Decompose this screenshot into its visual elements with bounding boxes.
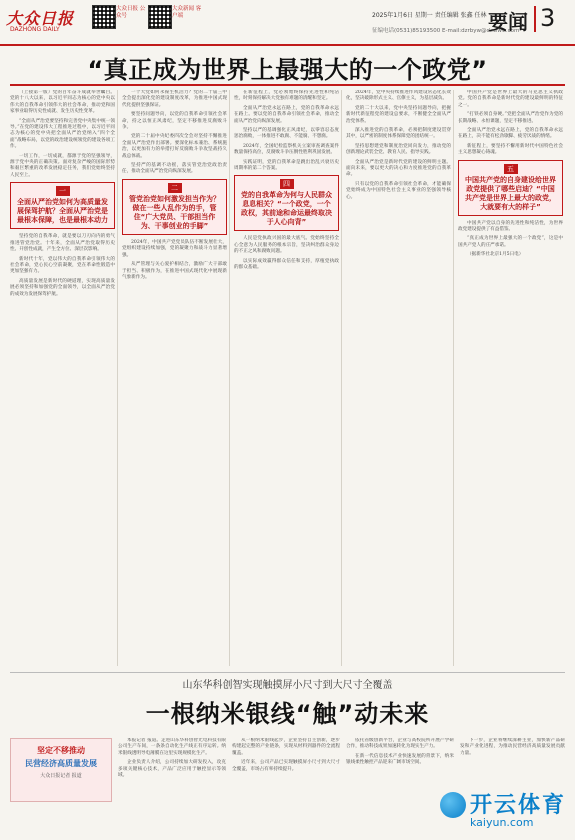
paragraph: 从一根纳米银线起步，企业坚持自主创新，逐步构建起完整的产业链条，实现从材料到器件的全流程覆盖。 <box>232 738 340 756</box>
paragraph: 以实际成效赢得群众信任和支持，厚植党执政的群众基础。 <box>234 258 339 271</box>
paragraph: 2024年，中国共产党党员队伍不断发展壮大，党组织建设持续加强，党的凝聚力和战斗力显著增强。 <box>122 239 227 258</box>
newspaper-logo-sub: DAZHONG DAILY <box>10 26 60 33</box>
paragraph: 中国共产党是世界上最大的马克思主义执政党。党的自我革命是新时代党的建设最鲜明的特征之一。 <box>458 90 563 108</box>
bottom-article-subtitle: 山东华科创智实现触摸屏小尺寸到大尺寸全覆盖 <box>182 680 393 691</box>
banner-byline: 大众日报记者 报道 <box>40 773 82 779</box>
newspaper-logo: 大众日报 <box>6 9 75 28</box>
paragraph: 在新一代信息技术产业快速发展的背景下，纳米银线柔性触控产品迎来广阔市场空间。 <box>346 753 454 766</box>
watermark-text: 开云体育 <box>470 793 567 818</box>
paragraph: 党的二十大以来，党中央坚持问题导向，把握新时代新征程党的建设总要求，不断健全全面从严治党体系。 <box>346 105 451 124</box>
section-title: 要闻 <box>488 10 528 34</box>
paragraph: “全面从严治党要坚持和完善党中央集中统一领导。”在党的建设伟大工程推进过程中，以习近平同志为核心的党中央把全面从严治党纳入“四个全面”战略布局，以党的政治建设统领党的建设各项工作。 <box>10 118 115 150</box>
globe-icon <box>440 792 466 818</box>
subheading-box <box>10 182 115 229</box>
paragraph: 只有以党的自我革命引领社会革命，才能确保党始终成为中国特色社会主义事业的坚强领导核心。 <box>346 181 451 200</box>
paragraph: 近年来，公司产品已实现触摸屏小尺寸到大尺寸全覆盖，市场占有率持续提升。 <box>232 760 340 772</box>
paragraph: 一个大党如何永葆生机活力？党的二十届三中全会提出深化党的建设制度改革，为推进中国式现代化提供坚强保证。 <box>122 90 227 108</box>
subheading-text: 管党治党如何激发担当作为？做在一些人乱作为的手，管住“广大党员、干部担当作为、干事创业的手脚” <box>129 194 220 230</box>
paragraph: （据新华社北京1月5日电） <box>467 252 524 258</box>
subheading-text: 党的自我革命为何与人民群众息息相关？“一个政党，一个政权，其前途和命运最终取决于人心向背” <box>241 191 332 227</box>
paragraph: 依托省级创新平台，企业与高校院所开展产学研合作，推动科技成果加速转化为现实生产力。 <box>346 738 454 750</box>
paragraph: 实践证明，党的自我革命是跳出治乱兴衰历史周期率的第二个答案。 <box>234 159 339 172</box>
subheading-number: 一 <box>56 186 70 196</box>
article-column-4 <box>346 90 451 666</box>
bottom-article-headline: 一根纳米银线“触”动未来 <box>145 700 430 728</box>
paragraph: 企业负责人介绍，公司持续加大研发投入，攻克多项关键核心技术，产品广泛应用于触控显示等领域。 <box>118 760 226 779</box>
paragraph: 党的二十届中央纪委四次全会对坚持不懈推进全面从严治党作出部署。要深化标本兼治、系统施治，以更加有力的举措打好反腐败斗争攻坚战持久战总体战。 <box>122 134 227 159</box>
issue-date-line: 2025年1月6日 星期一 责任编辑 张鑫 任林 <box>372 12 487 19</box>
paragraph: 新征程上，要坚持不懈用新时代中国特色社会主义思想凝心铸魂。 <box>458 143 563 156</box>
bottom-article-column-1 <box>118 738 226 836</box>
paragraph: 中国共产党以自身的先进性和纯洁性，为世界政党建设提供了有益借鉴。 <box>458 220 563 233</box>
paragraph: 全面从严治党永远在路上，党的自我革命永远在路上，决不能有松劲歇脚、疲劳厌战的情绪。 <box>458 128 563 140</box>
qr-code-icon <box>92 5 116 29</box>
column-banner <box>10 738 112 802</box>
watermark-url: kaiyun.com <box>470 816 534 829</box>
qr-code-icon <box>148 5 172 29</box>
subheading-number: 四 <box>280 179 294 189</box>
paragraph: 坚持严的基调不动摇，落实管党治党政治责任，推动全面从严治党向纵深发展。 <box>122 163 227 175</box>
paragraph: 坚持思想建党和制度治党同向发力，推动党的创新理论武装全党、教育人民、指导实践。 <box>346 143 451 156</box>
paragraph: 全面从严治党永远在路上，党的自我革命永远在路上。要以党的自我革命引领社会革命，推动全面从严治党向纵深发展。 <box>234 105 339 124</box>
paragraph: 人民是党执政兴国的最大底气。党始终坚持全心全意为人民服务的根本宗旨，坚决纠治群众身边的不正之风和腐败问题。 <box>234 236 339 255</box>
banner-line-1: 坚定不移推动 <box>37 746 85 755</box>
banner-line-2: 民营经济高质量发展 <box>25 759 97 768</box>
qr-label-app: 大众新闻 客户端 <box>172 6 202 19</box>
paragraph: 全面从严治党是新时代党的建设的鲜明主题。面向未来，要以更大的决心和力度推进党的自我革命。 <box>346 159 451 178</box>
section-divider <box>10 672 565 673</box>
main-headline: “真正成为世界上最强大的一个政党” <box>87 56 488 84</box>
bottom-article-column-2 <box>232 738 340 836</box>
paragraph: 要坚持问题导向，以党的自我革命引领社会革命，持之以恒正风肃纪，坚定不移推进反腐败斗争。 <box>122 112 227 131</box>
subheading-box <box>458 160 563 216</box>
article-column-2 <box>122 90 227 666</box>
article-column-3 <box>234 90 339 666</box>
paragraph: 坚持党的自我革命，就是要以刀刃向内的勇气推进管党治党。十年来，全面从严治党取得历史性、开创性成就，产生全方位、深层次影响。 <box>10 234 115 253</box>
article-body <box>10 90 565 666</box>
page-number: 3 <box>540 4 556 32</box>
contact-line: 征编电话(0531)85193500 E-mail:dzrbyw@dzwww.com <box>372 28 520 34</box>
subheading-box <box>122 179 227 235</box>
paragraph: 本报记者 报道。走进山东华科创智光电科技有限公司生产车间，一条条自动化生产线正有序运转。纳米银线透明导电薄膜在这里实现规模化生产。 <box>118 738 226 756</box>
paragraph: 深入推进党的自我革命，必须把制度建设贯穿其中，以严密的制度体系保障党的团结统一。 <box>346 128 451 140</box>
paragraph: “打铁必须自身硬。”党把全面从严治党作为党的长期战略、永恒课题，坚定不移推进。 <box>458 112 563 124</box>
page-number-divider <box>534 6 536 32</box>
paragraph: 一切工作，一切成就，都源于党的坚强领导，源于党中央的正确决策。面对复杂严峻的国际形势和艰巨繁重的改革发展稳定任务，我们党始终坚持人民至上。 <box>10 153 115 178</box>
qr-label-official-account: 大众日报 公众号 <box>116 6 146 19</box>
paragraph: 高质量发展是新时代的硬道理，实现高质量发展必须坚持和加强党的全面领导，以全面从严治党的成效为发展保驾护航。 <box>10 278 115 297</box>
subheading-number: 二 <box>168 183 182 193</box>
watermark-logo <box>440 788 570 834</box>
subheading-number: 五 <box>504 164 518 174</box>
paragraph: 坚持以严的基调强化正风肃纪，以零容忍态度惩治腐败，一体推进不敢腐、不能腐、不想腐。 <box>234 128 339 140</box>
paragraph: “真正成为世界上最强大的一个政党”，这是中国共产党人的庄严承诺。 <box>458 236 563 248</box>
masthead <box>0 0 575 46</box>
bottom-article-column-3 <box>346 738 454 836</box>
subheading-text: 全面从严治党如何为高质量发展保驾护航？全面从严治党是最根本保障，也是最根本动力 <box>17 198 108 225</box>
paragraph: 在新征程上，党必须始终保持先进性和纯洁性，时刻保持解决大党独有难题的清醒和坚定。 <box>234 90 339 102</box>
subheading-text: 中国共产党的自身建设给世界政党提供了哪些启迪？“中国共产党是世界上最大的政党，大就要有大的样子” <box>465 175 556 211</box>
article-column-1 <box>10 90 115 666</box>
paragraph: 从严管理与关心爱护相结合，激励广大干部敢于担当、积极作为，在推进中国式现代化中展现新气象新作为。 <box>122 262 227 280</box>
paragraph: 2024年，全国纪检监察机关立案审查调查案件数量保持高位，反腐败斗争压倒性胜利巩固发展。 <box>234 143 339 156</box>
article-column-5 <box>458 90 563 666</box>
paragraph: （上接第一版）党的百年奋斗成就举世瞩目。党的十八大以来，以习近平同志为核心的党中央以伟大的自我革命引领伟大的社会革命，推动党和国家事业取得历史性成就、发生历史性变革。 <box>10 90 115 115</box>
paragraph: 新时代十年，党以伟大的自我革命引领伟大的社会革命，党心民心空前凝聚，党在革命性锻造中更加坚强有力。 <box>10 256 115 275</box>
paragraph: 2024年，党中央持续推进作风建设常态化长效化，坚决破除形式主义、官僚主义，为基层减负。 <box>346 90 451 102</box>
paragraph: 下一步，企业将继续深耕主业，加快新产品研发和产业化进程，为推动民营经济高质量发展贡献力量。 <box>460 738 565 756</box>
headline-rule <box>10 84 565 86</box>
subheading-box <box>234 175 339 231</box>
